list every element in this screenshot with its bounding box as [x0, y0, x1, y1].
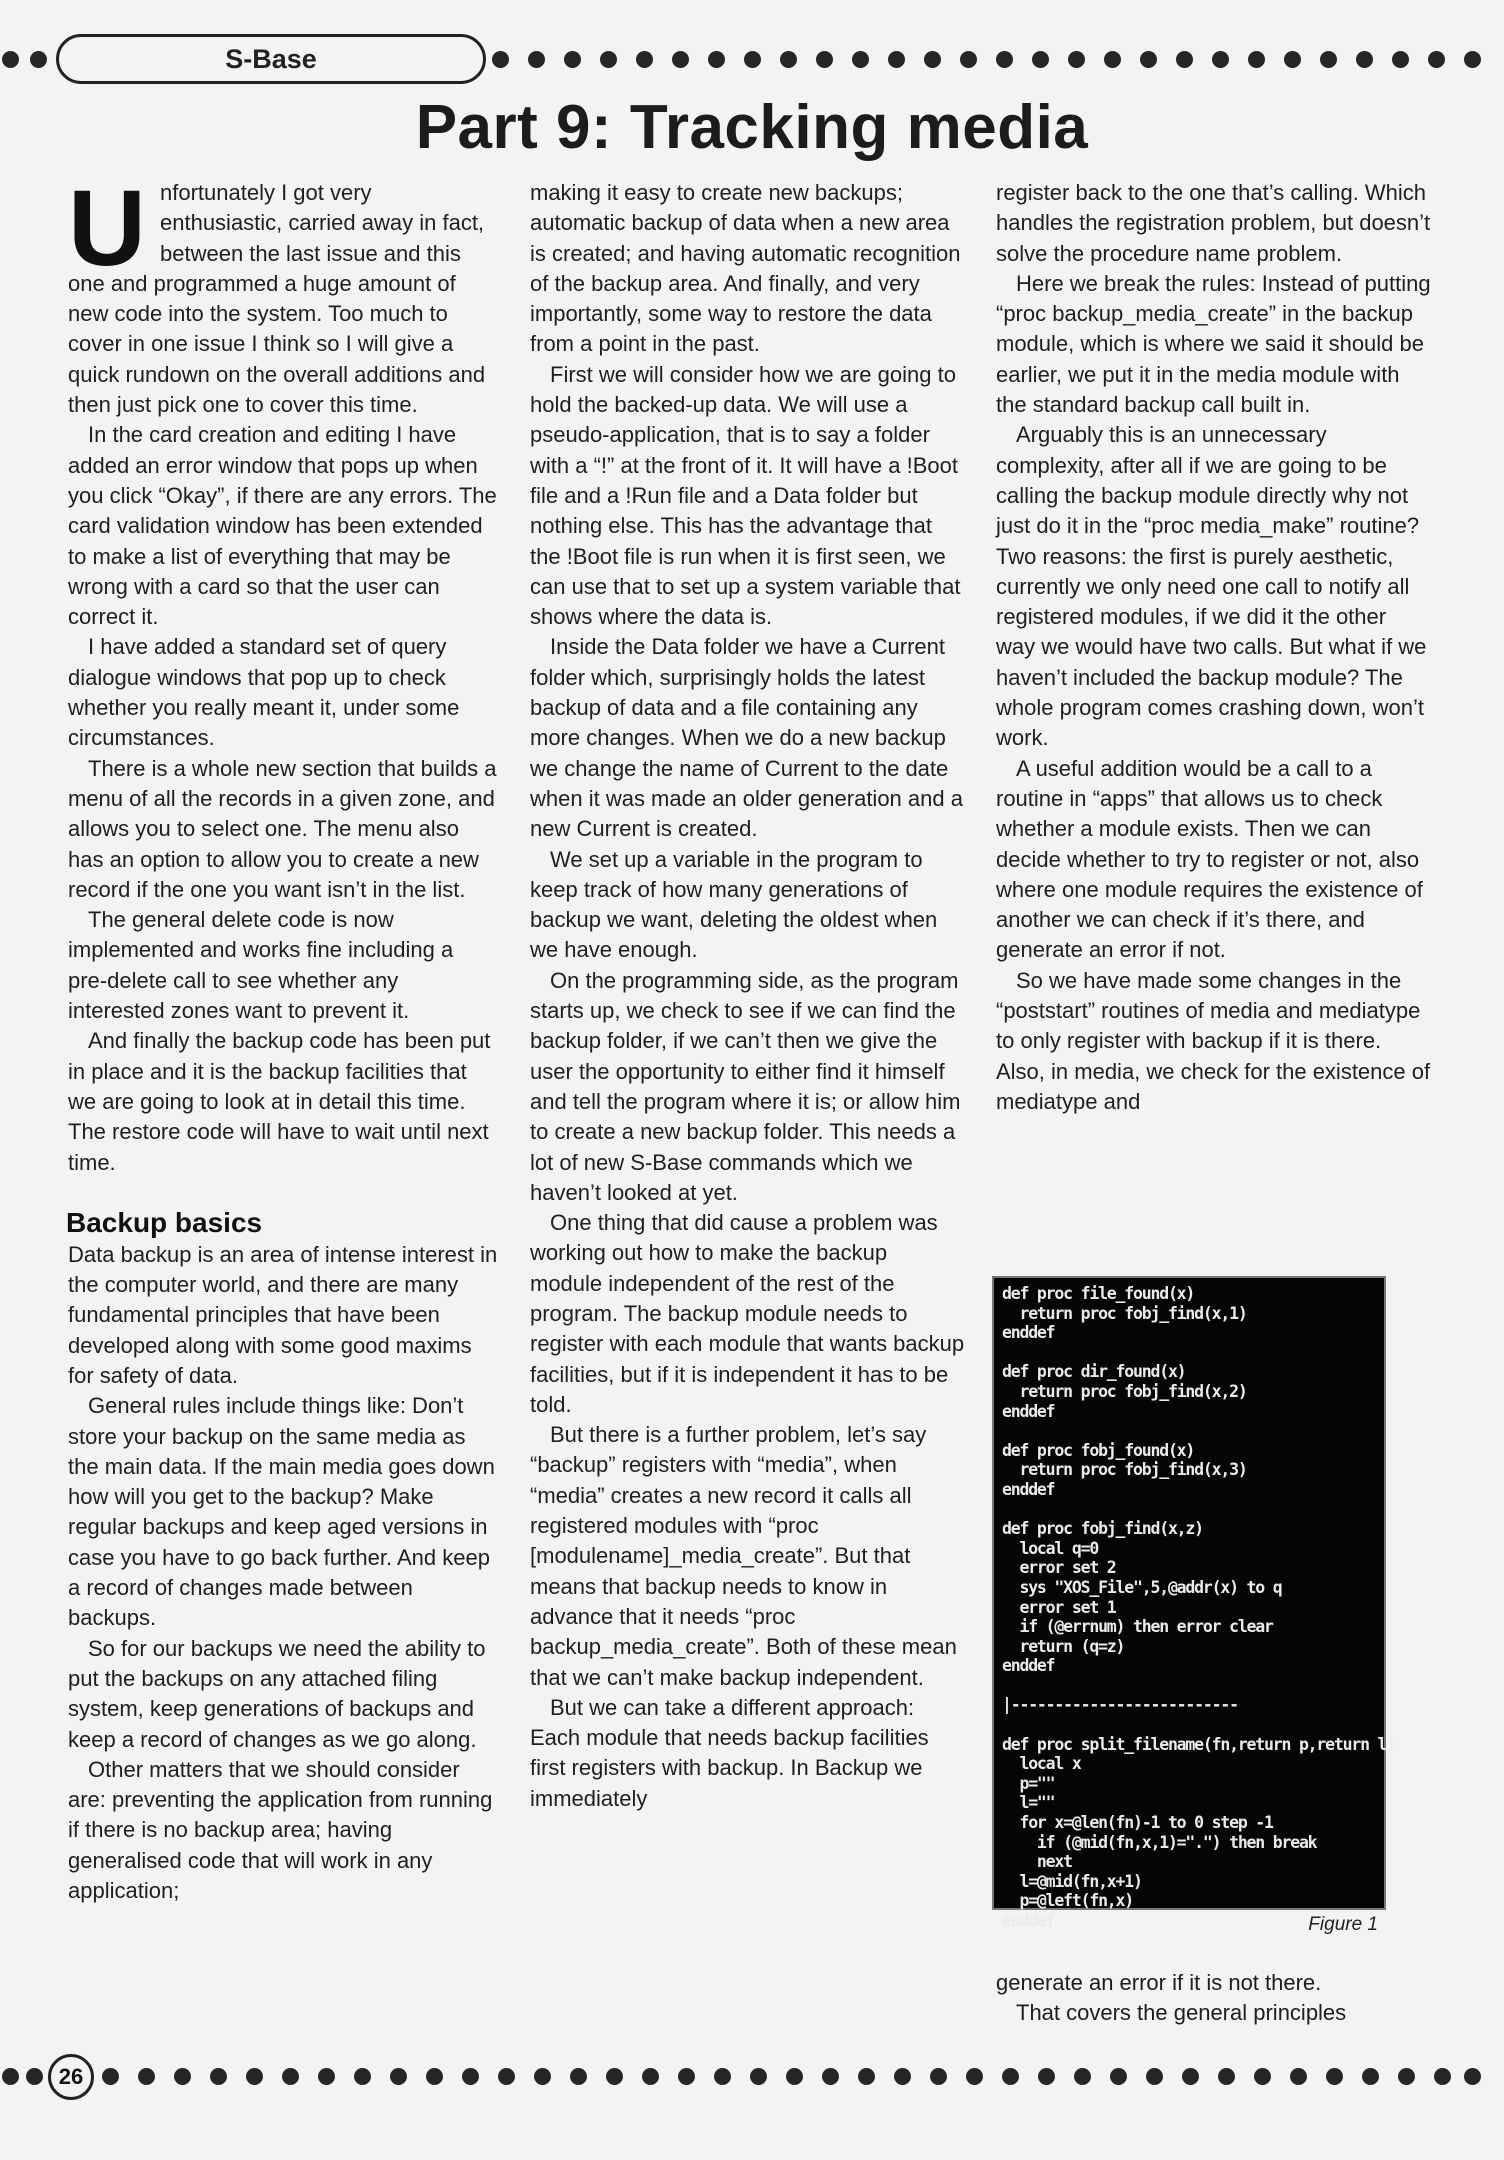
paragraph: On the programming side, as the program starts up, we check to see if we can find the backup folder, if we can’t then we give the user the opportunity to either find it himself and tell the program where it is; or allow him to create a new backup folder. This needs a lot of new S-Base commands which we haven’t looked at yet.	[530, 967, 961, 1205]
article-title: Part 9: Tracking media	[415, 93, 1089, 162]
paragraph: A useful addition would be a call to a routine in “apps” that allows us to check whether a module exists. Then we can decide whether to try to register or not, also where one module requires the existence of another we can check if it’s there, and generate an error if not.	[996, 755, 1423, 963]
paragraph: The general delete code is now implemented and works fine including a pre-delete call to see whether any interested zones want to prevent it.	[68, 907, 454, 1024]
column-2	[530, 178, 965, 1814]
bottom-dot-rule	[0, 2068, 1504, 2088]
paragraph: register back to the one that’s calling. Which handles the registration problem, but doesn’t solve the procedure name problem.	[996, 180, 1431, 266]
paragraph: General rules include things like: Don’t store your backup on the same media as the main data. If the main media goes down how will you get to the backup? Make regular backups and keep aged versions in case you have to go back further. And keep a record of changes made between backups.	[68, 1393, 495, 1631]
code-text: def proc file_found(x) return proc fobj_find(x,1) enddef def proc dir_found(x) return proc fobj_find(x,2) enddef def proc fobj_found(x) return proc fobj_find(x,3) enddef def proc fobj_find(x,z) local q=0 error set 2 sys "XOS_File",5,@addr(x) to q error set 1 if (@errnum) then error clear return (q=z) enddef |-------------------------- def proc split_filename(fn,return p,return l) local x p="" l="" for x=@len(fn)-1 to 0 step -1 if (@mid(fn,x,1)=".") then break next l=@mid(fn,x+1) p=@left(fn,x) enddef	[1002, 1284, 1396, 1930]
paragraph: making it easy to create new backups; automatic backup of data when a new area is created; and having automatic recognition of the backup area. And finally, and very importantly, some way to restore the data from a point in the past.	[530, 180, 961, 357]
paragraph: In the card creation and editing I have added an error window that pops up when you click “Okay”, if there are any errors. The card validation window has been extended to make a list of everything that may be wrong with a card so that the user can correct it.	[68, 422, 497, 630]
paragraph: There is a whole new section that builds a menu of all the records in a given zone, and allows you to select one. The menu also has an option to allow you to create a new record if the one you want isn’t in the list.	[68, 755, 497, 902]
column-1	[66, 167, 498, 1906]
paragraph: First we will consider how we are going to hold the backed-up data. We will use a pseudo-application, that is to say a folder with a “!” at the front of it. It will have a !Boot file and a !Run file and a Data folder but nothing else. This has the advantage that the !Boot file is run when it is first seen, we can use that to set up a system variable that shows where the data is.	[530, 361, 961, 630]
paragraph: Inside the Data folder we have a Current folder which, surprisingly holds the latest backup of data and a file containing any more changes. When we do a new backup we change the name of Current to the date when it was made an older generation and a new Current is created.	[530, 634, 963, 842]
paragraph: Other matters that we should consider are: preventing the application from running if there is no backup area; having generalised code that will work in any application;	[68, 1756, 493, 1904]
section-label: S-Base	[225, 43, 317, 74]
paragraph: That covers the general principles	[1016, 2000, 1347, 2026]
drop-cap: U	[68, 167, 146, 288]
paragraph: Here we break the rules: Instead of putting “proc backup_media_create” in the backup module, which is where we said it should be earlier, we put it in the media module with the standard backup call built in.	[996, 270, 1431, 418]
figure-caption: Figure 1	[1308, 1914, 1378, 1935]
subheading-backup-basics: Backup basics	[66, 1206, 263, 1238]
paragraph: So for our backups we need the ability to put the backups on any attached filing system, keep generations of backups and keep a record of changes as we go along.	[68, 1635, 486, 1752]
paragraph: Data backup is an area of intense interest in the computer world, and there are many fundamental principles that have been developed along with some good maxims for safety of data.	[68, 1241, 498, 1388]
paragraph: So we have made some changes in the “poststart” routines of media and mediatype to only register with backup if it is there. Also, in media, we check for the existence of mediatype and	[996, 967, 1431, 1114]
paragraph: But we can take a different approach: Each module that needs backup facilities first registers with backup. In Backup we immediately	[530, 1694, 929, 1811]
section-tab	[56, 34, 486, 84]
paragraph: Arguably this is an unnecessary complexity, after all if we are going to be calling the backup module directly why not just do it in the “proc media_make” routine? Two reasons: the first is purely aesthetic, currently we only need one call to notify all registered modules, if we did it the other way we would have two calls. But what if we haven’t included the backup module? The whole program comes crashing down, won’t work.	[996, 422, 1427, 751]
paragraph: But there is a further problem, let’s say “backup” registers with “media”, when “media” creates a new record it calls all registered modules with “proc [modulename]_media_create”. But that means that backup needs to know in advance that it needs “proc backup_media_create”. Both of these mean that we can’t make backup independent.	[530, 1422, 957, 1690]
intro-paragraph: Unfortunately I got very enthusiastic, carried away in fact, between the last issue and this one and programmed a huge amount of new code into the system. Too much to cover in one issue I think so I will give a quick rundown on the overall additions and then just pick one to cover this time.	[68, 167, 486, 418]
page-number: 26	[48, 2054, 94, 2100]
paragraph: And finally the backup code has been put in place and it is the backup facilities that we are going to look at in detail this time. The restore code will have to wait until next time.	[68, 1028, 491, 1175]
paragraph: I have added a standard set of query dialogue windows that pop up to check whether you really meant it, under some circumstances.	[68, 634, 460, 751]
column-3	[996, 178, 1431, 1117]
paragraph: One thing that did cause a problem was working out how to make the backup module independent of the rest of the program. The backup module needs to register with each module that wants backup facilities, but if it is independent it has to be told.	[530, 1210, 965, 1417]
column-3-continuation	[996, 1968, 1431, 2029]
paragraph: generate an error if it is not there.	[996, 1970, 1322, 1995]
paragraph: We set up a variable in the program to keep track of how many generations of backup we want, deleting the oldest when we have enough.	[530, 846, 938, 963]
